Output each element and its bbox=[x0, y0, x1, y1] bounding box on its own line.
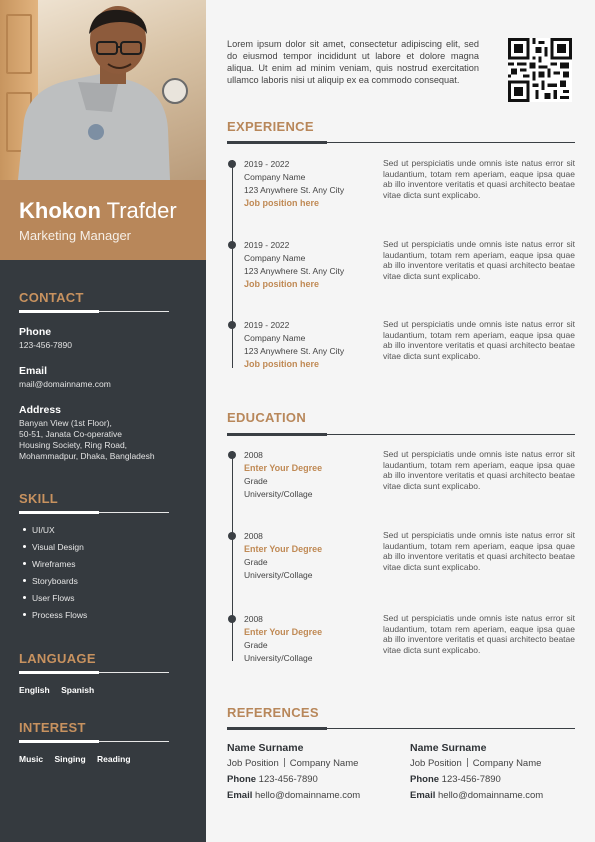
full-name bbox=[19, 198, 206, 224]
entry-description: Sed ut perspiciatis unde omnis iste natus error sit laudantium, totam rem aperiam, eaque ipsa quae ab illo inventore veritatis et quasi architecto beatae vitae dicta sunt explicabo. bbox=[383, 239, 575, 281]
reference-name: Name Surname bbox=[227, 742, 304, 754]
skill-item: UI/UX bbox=[19, 525, 179, 542]
interest-item: Singing bbox=[54, 754, 86, 764]
entry-description: Sed ut perspiciatis unde omnis iste natus error sit laudantium, totam rem aperiam, eaque ipsa quae ab illo inventore veritatis et quasi architecto beatae vitae dicta sunt explicabo. bbox=[383, 319, 575, 361]
entry-school: University/Collage bbox=[244, 570, 313, 580]
education-rule bbox=[227, 434, 575, 435]
skill-item: Wireframes bbox=[19, 559, 179, 576]
entry-years: 2019 - 2022 bbox=[244, 159, 290, 169]
entry-degree: Enter Your Degree bbox=[244, 463, 323, 473]
interest-item: Music bbox=[19, 754, 44, 764]
timeline-dot bbox=[228, 241, 236, 249]
reference-company: Company Name bbox=[472, 758, 542, 769]
timeline-dot bbox=[228, 451, 236, 459]
intro-paragraph: Lorem ipsum dolor sit amet, consectetur adipiscing elit, sed do eiusmod tempor incididunt ut labore et dolore magna aliqua. Ut enim ad minim veniam, quis nostrud exercitation ullamco laboris nisi ut aliquip ex ea commodo consequat. bbox=[227, 39, 479, 85]
reference-email-label: Email bbox=[410, 790, 436, 801]
skill-item: Process Flows bbox=[19, 610, 179, 627]
skill-section bbox=[19, 491, 179, 627]
address-line: 50-51, Janata Co-operative bbox=[19, 429, 123, 439]
address-value bbox=[19, 418, 179, 462]
entry-position: Job position here bbox=[244, 279, 320, 289]
entry-position: Job position here bbox=[244, 198, 320, 208]
main-content bbox=[227, 0, 575, 842]
phone-label: Phone bbox=[19, 326, 52, 338]
entry-years: 2019 - 2022 bbox=[244, 240, 290, 250]
entry-address: 123 Anywhere St. Any City bbox=[244, 266, 345, 276]
reference-email[interactable]: hello@domainname.com bbox=[255, 790, 361, 801]
entry-address: 123 Anywhere St. Any City bbox=[244, 346, 345, 356]
education-entry bbox=[227, 449, 575, 519]
contact-title: CONTACT bbox=[19, 290, 84, 305]
entry-degree: Enter Your Degree bbox=[244, 627, 323, 637]
reference-company: Company Name bbox=[289, 758, 359, 769]
experience-title: EXPERIENCE bbox=[227, 119, 314, 134]
language-rule bbox=[19, 672, 169, 673]
references-rule bbox=[227, 728, 575, 729]
language-section bbox=[19, 651, 179, 695]
contact-section bbox=[19, 290, 179, 462]
experience-entry bbox=[227, 319, 575, 389]
entry-address: 123 Anywhere St. Any City bbox=[244, 185, 345, 195]
reference-phone-label: Phone bbox=[227, 774, 257, 785]
name-band bbox=[0, 180, 206, 260]
reference-position: Job Position bbox=[227, 758, 279, 769]
entry-company: Company Name bbox=[244, 253, 306, 263]
entry-year: 2008 bbox=[244, 531, 263, 541]
entry-grade: Grade bbox=[244, 640, 268, 650]
reference-email-label: Email bbox=[227, 790, 253, 801]
first-name: Khokon bbox=[19, 198, 101, 223]
reference-phone-label: Phone bbox=[410, 774, 440, 785]
timeline-dot bbox=[228, 532, 236, 540]
entry-school: University/Collage bbox=[244, 653, 313, 663]
entry-company: Company Name bbox=[244, 172, 306, 182]
email-value[interactable]: mail@domainname.com bbox=[19, 379, 111, 389]
entry-description: Sed ut perspiciatis unde omnis iste natus error sit laudantium, totam rem aperiam, eaque ipsa quae ab illo inventore veritatis et quasi architecto beatae vitae dicta sunt explicabo. bbox=[383, 613, 575, 655]
reference-phone: 123-456-7890 bbox=[258, 774, 318, 785]
interest-rule bbox=[19, 741, 169, 742]
last-name: Trafder bbox=[106, 198, 177, 223]
timeline-dot bbox=[228, 321, 236, 329]
education-title: EDUCATION bbox=[227, 410, 307, 425]
skill-title: SKILL bbox=[19, 491, 59, 506]
address-line: Housing Society, Ring Road, bbox=[19, 440, 128, 450]
entry-description: Sed ut perspiciatis unde omnis iste natus error sit laudantium, totam rem aperiam, eaque ipsa quae ab illo inventore veritatis et quasi architecto beatae vitae dicta sunt explicabo. bbox=[383, 158, 575, 200]
address-label: Address bbox=[19, 404, 62, 416]
interest-item: Reading bbox=[97, 754, 131, 764]
experience-entry bbox=[227, 158, 575, 228]
entry-position: Job position here bbox=[244, 359, 320, 369]
entry-year: 2008 bbox=[244, 614, 263, 624]
entry-grade: Grade bbox=[244, 557, 268, 567]
address-line: Mohammadpur, Dhaka, Bangladesh bbox=[19, 451, 155, 461]
entry-grade: Grade bbox=[244, 476, 268, 486]
entry-description: Sed ut perspiciatis unde omnis iste natus error sit laudantium, totam rem aperiam, eaque ipsa quae ab illo inventore veritatis et quasi architecto beatae vitae dicta sunt explicabo. bbox=[383, 449, 575, 491]
experience-entry bbox=[227, 239, 575, 309]
qr-code-icon[interactable] bbox=[508, 38, 572, 102]
person-illustration bbox=[0, 0, 206, 180]
language-title: LANGUAGE bbox=[19, 651, 96, 666]
address-line: Banyan View (1st Floor), bbox=[19, 418, 112, 428]
language-item: Spanish bbox=[61, 685, 95, 695]
interest-title: INTEREST bbox=[19, 720, 86, 735]
reference-position: Job Position bbox=[410, 758, 462, 769]
reference-phone: 123-456-7890 bbox=[441, 774, 501, 785]
phone-value: 123-456-7890 bbox=[19, 340, 72, 350]
education-entry bbox=[227, 530, 575, 600]
language-item: English bbox=[19, 685, 50, 695]
language-list bbox=[19, 685, 179, 695]
reference-name: Name Surname bbox=[410, 742, 487, 754]
profile-photo bbox=[0, 0, 206, 180]
interest-list bbox=[19, 754, 179, 764]
contact-rule bbox=[19, 311, 169, 312]
skill-item: User Flows bbox=[19, 593, 179, 610]
reference-card bbox=[410, 740, 580, 804]
references-title: REFERENCES bbox=[227, 705, 319, 720]
entry-year: 2008 bbox=[244, 450, 263, 460]
job-title: Marketing Manager bbox=[19, 228, 131, 243]
interest-section bbox=[19, 720, 179, 764]
reference-card bbox=[227, 740, 397, 804]
entry-description: Sed ut perspiciatis unde omnis iste natus error sit laudantium, totam rem aperiam, eaque ipsa quae ab illo inventore veritatis et quasi architecto beatae vitae dicta sunt explicabo. bbox=[383, 530, 575, 572]
education-entry bbox=[227, 613, 575, 683]
skill-item: Storyboards bbox=[19, 576, 179, 593]
experience-rule bbox=[227, 142, 575, 143]
sidebar bbox=[0, 0, 206, 842]
timeline-dot bbox=[228, 615, 236, 623]
entry-school: University/Collage bbox=[244, 489, 313, 499]
skill-rule bbox=[19, 512, 169, 513]
skill-item: Visual Design bbox=[19, 542, 179, 559]
entry-degree: Enter Your Degree bbox=[244, 544, 323, 554]
entry-years: 2019 - 2022 bbox=[244, 320, 290, 330]
reference-email[interactable]: hello@domainname.com bbox=[438, 790, 544, 801]
timeline-dot bbox=[228, 160, 236, 168]
email-label: Email bbox=[19, 365, 48, 377]
skill-list bbox=[19, 525, 179, 627]
entry-company: Company Name bbox=[244, 333, 306, 343]
